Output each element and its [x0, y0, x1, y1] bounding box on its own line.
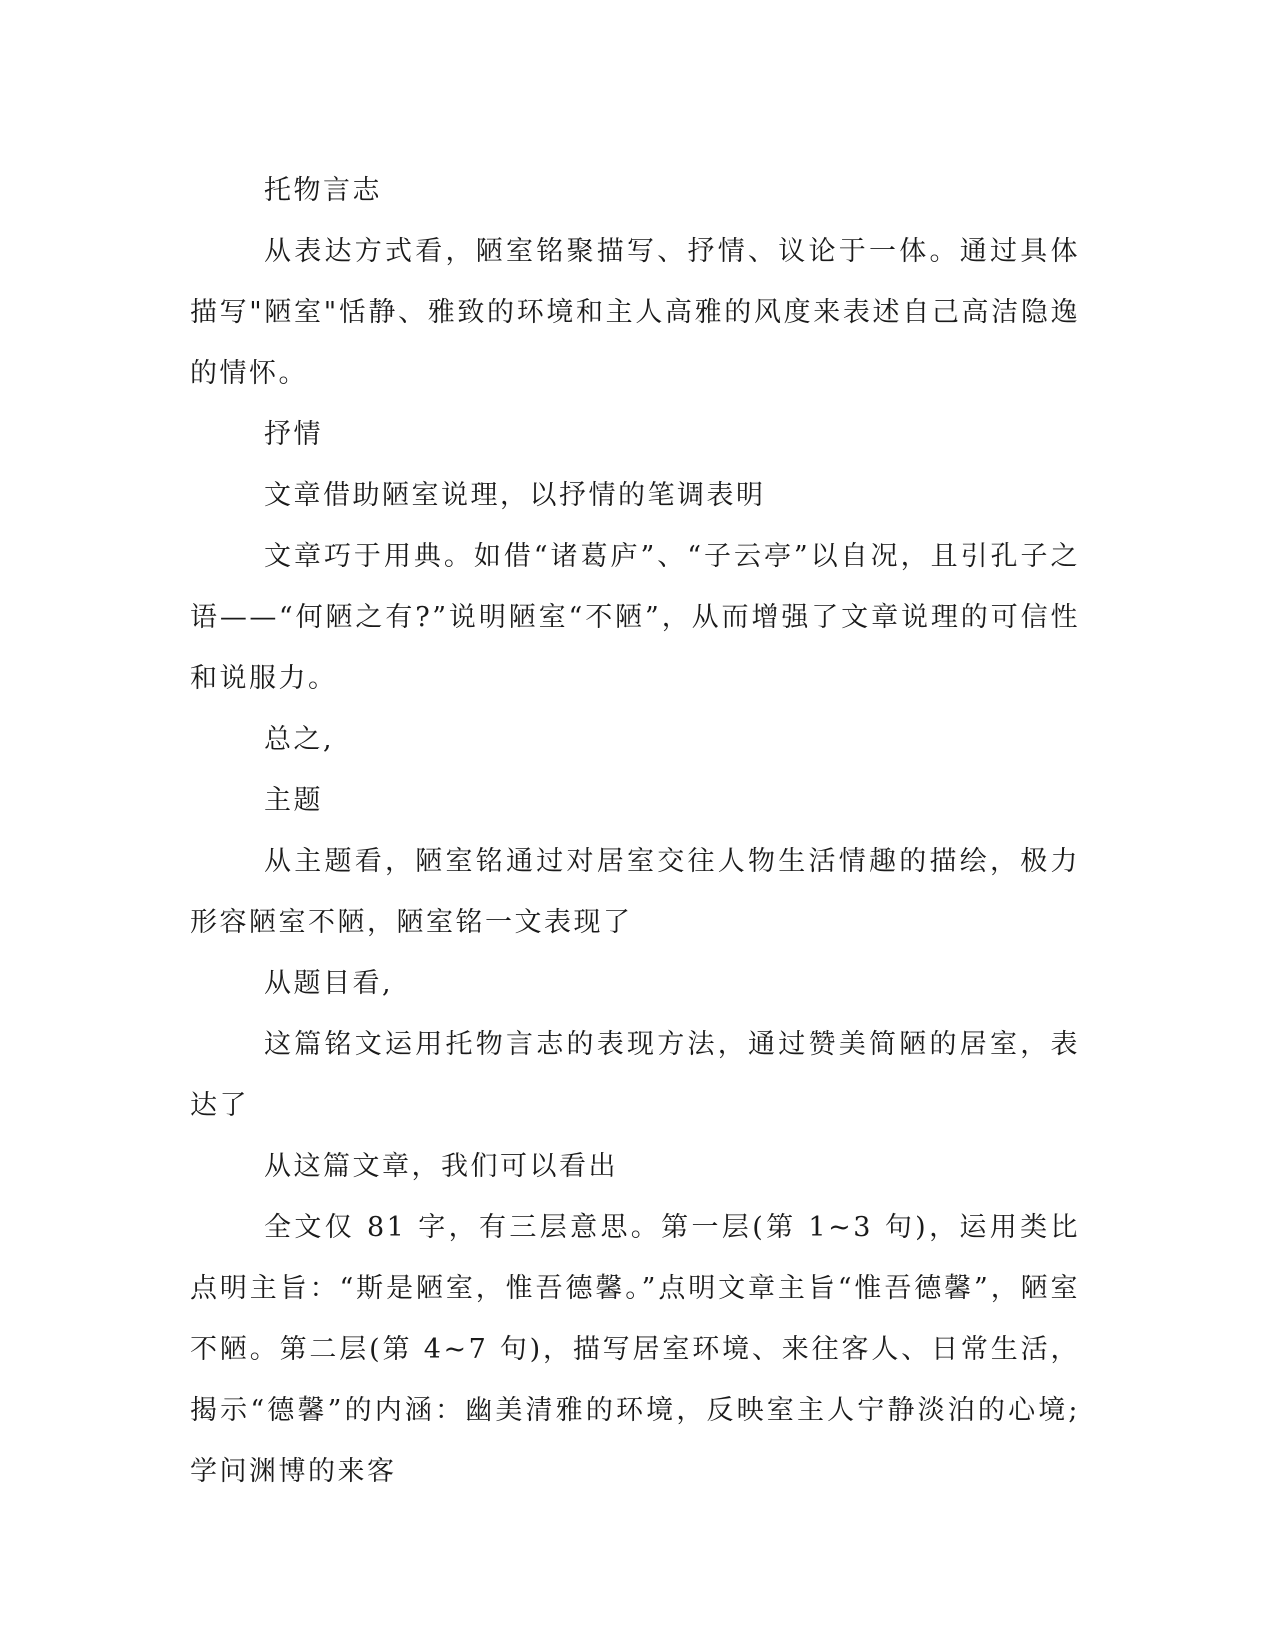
paragraph-theme: 从主题看，陋室铭通过对居室交往人物生活情趣的描绘，极力形容陋室不陋，陋室铭一文表现了 — [190, 846, 1080, 938]
heading-from-title: 从题目看, — [264, 968, 394, 999]
heading-shuqing: 抒情 — [264, 419, 323, 450]
paragraph-reasoning: 文章借助陋室说理，以抒情的笔调表明 — [264, 480, 766, 511]
heading-tuowu-yanzhi: 托物言志 — [264, 175, 382, 206]
paragraph-conclusion-lead: 从这篇文章，我们可以看出 — [264, 1151, 618, 1182]
paragraph-method: 这篇铭文运用托物言志的表现方法，通过赞美简陋的居室，表达了 — [190, 1029, 1080, 1121]
heading-zhuti: 主题 — [264, 785, 323, 816]
document-body — [190, 160, 1080, 1502]
paragraph-expression-method: 从表达方式看，陋室铭聚描写、抒情、议论于一体。通过具体描写"陋室"恬静、雅致的环境和主人高雅的风度来表述自己高洁隐逸的情怀。 — [190, 236, 1080, 389]
paragraph-structure: 全文仅 81 字，有三层意思。第一层(第 1~3 句)，运用类比点明主旨：“斯是陋室，惟吾德馨。”点明文章主旨“惟吾德馨”，陋室不陋。第二层(第 4~7 句)，描写居室环境、来往客人、日常生活，揭示“德馨”的内涵：幽美清雅的环境，反映室主人宁静淡泊的心境;学问渊博的来客 — [190, 1212, 1080, 1487]
paragraph-allusions: 文章巧于用典。如借“诸葛庐”、“子云亭”以自况，且引孔子之语——“何陋之有?”说明陋室“不陋”，从而增强了文章说理的可信性和说服力。 — [190, 541, 1080, 694]
heading-zongzhi: 总之, — [264, 724, 335, 755]
